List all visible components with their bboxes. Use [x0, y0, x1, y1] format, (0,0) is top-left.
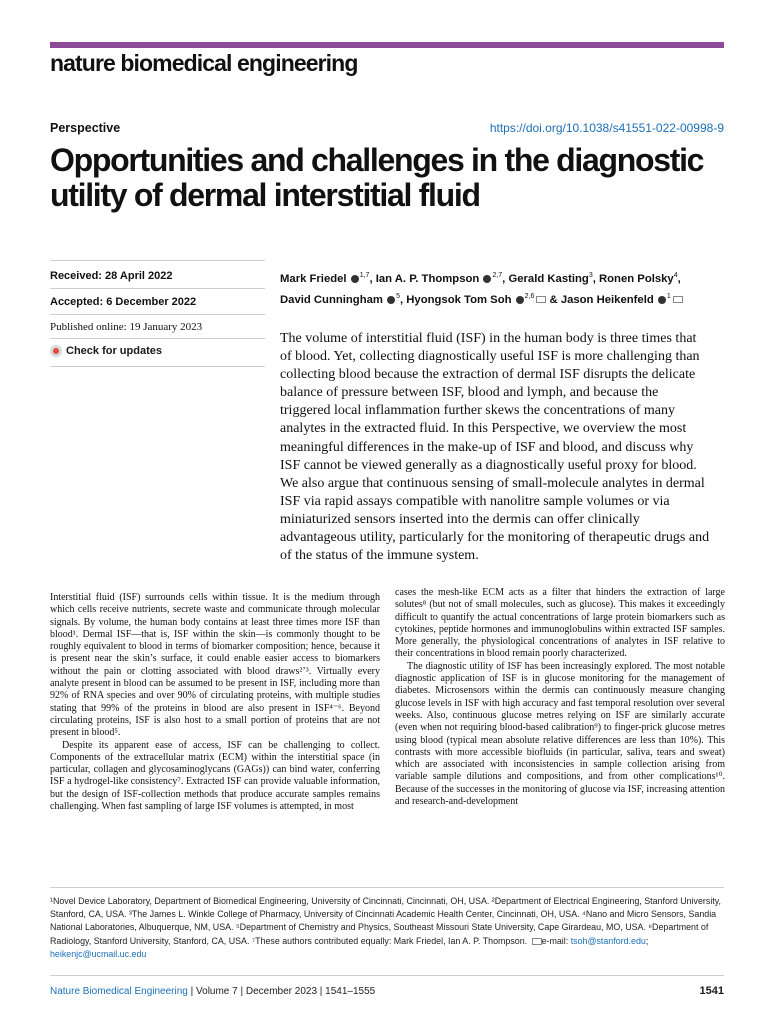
orcid-icon[interactable]: [387, 296, 395, 304]
page-number: 1541: [699, 985, 724, 997]
journal-name: nature biomedical engineering: [50, 50, 358, 76]
article-type: Perspective: [50, 121, 121, 135]
author-affiliation: 1,7: [359, 272, 370, 279]
divider: [50, 288, 265, 289]
footer-citation: [50, 986, 375, 997]
email-icon[interactable]: [673, 296, 683, 303]
divider: [50, 260, 265, 261]
orcid-icon[interactable]: [516, 296, 524, 304]
accepted-date: Accepted: 6 December 2022: [50, 296, 197, 308]
crossmark-icon: [50, 345, 62, 357]
body-column-left: [50, 592, 380, 813]
divider: [50, 338, 265, 339]
affiliations-text: ¹Novel Device Laboratory, Department of Biomedical Engineering, University of Cincinnati, Cincinnati, OH, USA. ²Department of Electrical Engineering, Stanford University, Stanford, CA, USA. ³The James L. Winkle College of Pharmacy, University of Cincinnati Academic Health Center, Cincinnati, OH, USA. ⁴Nano and Micro Sensors, Sandia National Laboratories, Albuquerque, NM, USA. ⁵Department of Chemistry and Physics, Southeast Missouri State University, Cape Girardeau, MO, USA. ⁶Department of Radiology, Stanford University, Stanford, CA, USA. ⁷These authors contributed equally: Mark Friedel, Ian A. P. Thompson.: [50, 896, 722, 946]
email-label: e-mail:: [541, 935, 569, 946]
author-affiliation: 4: [673, 272, 678, 279]
author-name: Hyongsok Tom Soh: [406, 293, 512, 306]
author-name: Jason Heikenfeld: [560, 293, 654, 306]
orcid-icon[interactable]: [351, 275, 359, 283]
divider: [50, 314, 265, 315]
check-for-updates-label: Check for updates: [66, 345, 162, 357]
divider: [50, 887, 724, 888]
check-for-updates[interactable]: [50, 345, 162, 357]
body-paragraph: The diagnostic utility of ISF has been increasingly explored. The most notable diagnostic application of ISF is in glucose monitoring for the management of diabetes. Microsensors within the dermis can continuously measure changing glucose levels in ISF with high accuracy and fast temporal resolution over several weeks. Also, continuous glucose metres relying on ISF are similarly accurate (even when not requiring blood-based calibration⁹) to finger-prick glucose metres using blood (typical mean absolute relative differences are less than 10%). This contrasts with more accessible biofluids (in particular, saliva, tears and sweat) which are associated with inconsistencies in sample collection arising from variable sample dilutions and compositions, and from other complications¹⁰. Because of the successes in the monitoring of glucose via ISF, increasing attention and research-and-development: [395, 660, 725, 808]
author-affiliation: 2,7: [492, 272, 503, 279]
body-paragraph: cases the mesh-like ECM acts as a filter that hinders the extraction of large solutes⁸ (but not of small molecules, such as glucose). This makes it exceedingly difficult to quantify the actual concentrations of large protein biomarkers such as cytokines, peptide hormones and immunoglobulins within extracted ISF samples. More generally, the physiological concentrations of analytes in ISF relative to their concentrations in blood remain poorly characterized.: [395, 587, 725, 660]
abstract: The volume of interstitial fluid (ISF) in the human body is three times that of blood. Yet, collecting diagnostically useful ISF is more challenging than collecting blood because the extraction of dermal ISF disrupts the delicate balance of pressure between ISF, blood and lymph, and because the triggered local inflammation further skews the concentrations of many analytes in the extracted fluid. In this Perspective, we overview the most meaningful differences in the make-up of ISF and blood, and discuss why ISF cannot be viewed generally as a diagnostically useful proxy for blood. We also argue that continuous sensing of small-molecule analytes in dermal ISF via rapid assays compatible with nanolitre sample volumes or via miniaturized sensors inserted into the dermis can offer clinically advantageous utility, particularly for the monitoring of therapeutic drugs and of the status of the immune system.: [280, 331, 710, 564]
email-icon: [532, 938, 542, 945]
author-name: Mark Friedel: [280, 272, 347, 285]
divider: [50, 366, 265, 367]
author-affiliation: 2,6: [524, 292, 535, 300]
received-date: Received: 28 April 2022: [50, 270, 173, 282]
author-affiliation: 5: [396, 292, 400, 300]
affiliations: ¹Novel Device Laboratory, Department of Biomedical Engineering, University of Cincinnati, Cincinnati, OH, USA. ²Department of Electrical Engineering, Stanford University, Stanford, CA, USA. ³The James L. Winkle College of Pharmacy, University of Cincinnati Academic Health Center, Cincinnati, OH, USA. ⁴Nano and Micro Sensors, Sandia National Laboratories, Albuquerque, NM, USA. ⁵Department of Chemistry and Physics, Southeast Missouri State University, Cape Girardeau, MO, USA. ⁶Department of Radiology, Stanford University, Stanford, CA, USA. ⁷These authors contributed equally: Mark Friedel, Ian A. P. Thompson. e-mail: tsoh@stanford.edu; heikenjc@ucmail.uc.edu: [50, 896, 722, 959]
footer-volume: | Volume 7 | December 2023 | 1541–1555: [187, 986, 376, 997]
divider: [50, 975, 724, 976]
email-icon[interactable]: [536, 296, 546, 303]
author-list: Mark Friedel $^{1,7}$, Ian A. P. Thompson $^{2,7}$, Gerald Kasting$^3$, Ronen Polsky$^4$, David Cunningham $^5$, Hyongsok Tom Soh $^{2,6}$ & Jason Heikenfeld $^1$: [280, 267, 730, 309]
orcid-icon[interactable]: [483, 275, 491, 283]
orcid-icon[interactable]: [658, 296, 666, 304]
body-paragraph: Interstitial fluid (ISF) surrounds cells within tissue. It is the medium through which cells receive nutrients, secrete waste and communicate through molecular signals. By volume, the human body contains at least three times more ISF than blood¹. Dermal ISF—that is, ISF within the skin—is commonly thought to be roughly equivalent to blood in terms of biomarker composition; hence, because it is present near the skin’s surface, it could enable easier access to biomarkers without the pain or clotting associated with blood draws²ʼ³. Virtually every analyte present in blood can be assumed to be present in ISF, including more than 92% of RNA species and over 90% of circulating proteins, with multiple studies stating that 99% of the proteins in blood are also present in ISF⁴⁻⁶. Beyond circulating proteins, ISF is also host to a small portion of proteins that are not present in blood⁵.: [50, 592, 380, 739]
doi-link[interactable]: https://doi.org/10.1038/s41551-022-00998-9: [489, 121, 724, 135]
header-accent-bar: [50, 42, 724, 48]
author-name: Ronen Polsky: [599, 272, 674, 285]
author-affiliation: 3: [588, 272, 593, 279]
body-paragraph: Despite its apparent ease of access, ISF can be challenging to collect. Components of the extracellular matrix (ECM) within the interstitial space (in particular, collagen and glycosaminoglycans (GAGs)) can bind water, conferring ISF a hydrogel-like consistency⁷. Extracted ISF can provide valuable information, but the design of ISF-collection methods that produce accurate samples remains challenging. When fast sampling of large ISF volumes is attempted, in most: [50, 739, 380, 813]
author-affiliation: 1: [666, 292, 671, 300]
article-title: Opportunities and challenges in the diagnostic utility of dermal interstitial fluid: [50, 142, 704, 213]
email-link-heikenfeld[interactable]: heikenjc@ucmail.uc.edu: [50, 948, 147, 959]
author-name: Gerald Kasting: [508, 272, 589, 285]
email-link-soh[interactable]: tsoh@stanford.edu: [570, 935, 646, 946]
author-name: David Cunningham: [280, 293, 383, 306]
published-date: Published online: 19 January 2023: [50, 321, 203, 333]
body-column-right: [395, 587, 725, 808]
footer-journal-link[interactable]: Nature Biomedical Engineering: [50, 986, 188, 997]
author-name: Ian A. P. Thompson: [375, 272, 480, 285]
